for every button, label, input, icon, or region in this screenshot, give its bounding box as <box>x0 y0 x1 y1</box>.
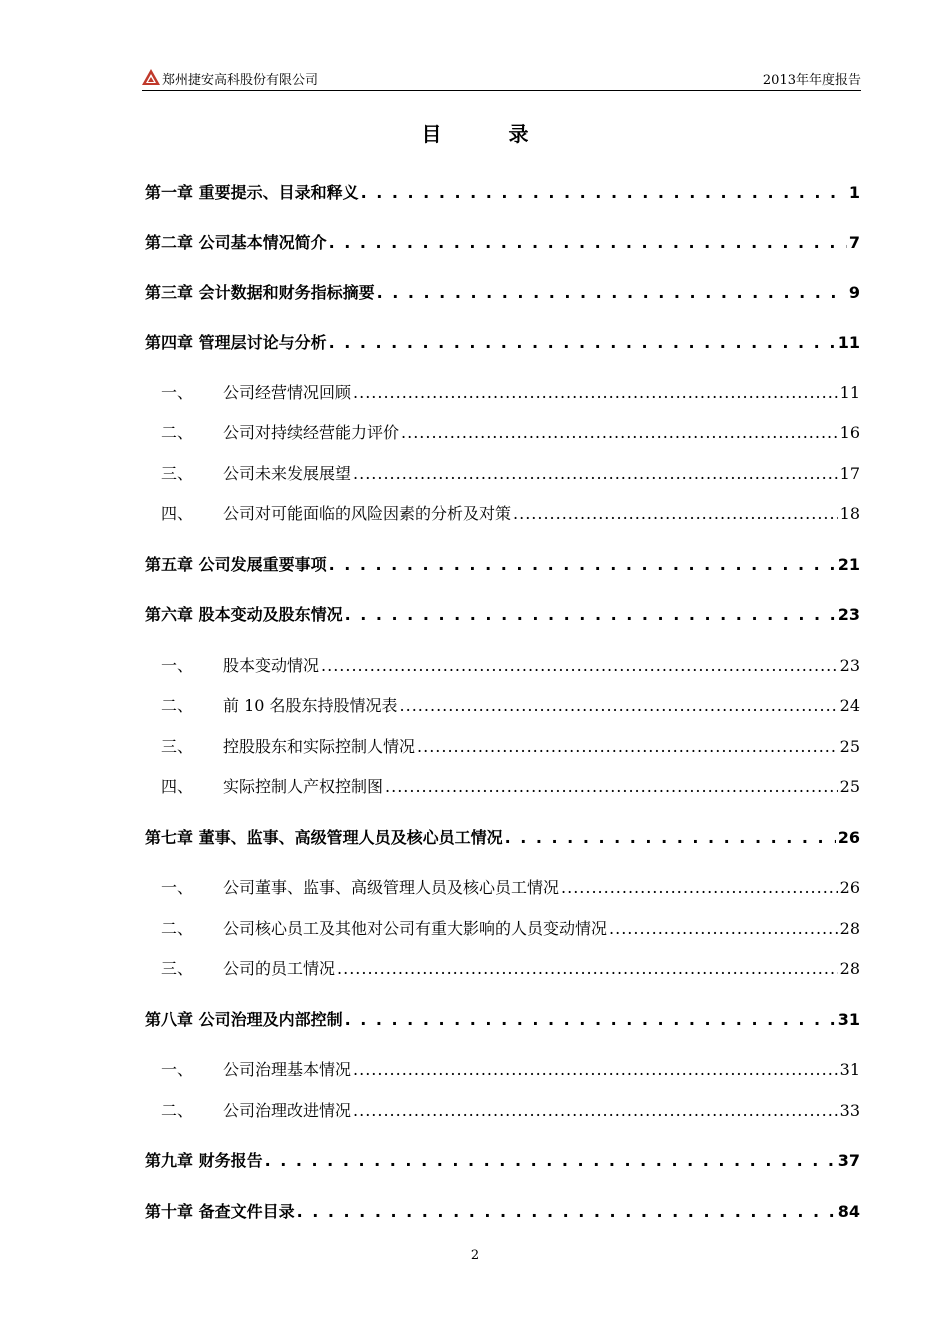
toc-dot-leader <box>265 1151 836 1170</box>
toc-page-number: 17 <box>839 464 860 483</box>
toc-dot-leader <box>385 777 838 796</box>
toc-page-number: 16 <box>839 423 860 442</box>
toc-dot-leader <box>609 919 838 938</box>
toc-entry-label: 实际控制人产权控制图 <box>223 777 384 796</box>
toc-entry-label: 公司未来发展展望 <box>223 464 352 483</box>
toc-section-number: 二、 <box>161 696 194 715</box>
toc-section-number: 三、 <box>161 464 194 483</box>
toc-chapter-entry[interactable] <box>145 180 860 204</box>
toc-chapter-entry[interactable] <box>145 552 860 576</box>
toc-section-entry[interactable] <box>145 653 860 677</box>
toc-dot-leader <box>321 656 838 675</box>
toc-entry-label: 控股股东和实际控制人情况 <box>223 737 416 756</box>
toc-dot-leader <box>337 959 838 978</box>
toc-entry-label: 第六章 股本变动及股东情况 <box>145 605 343 624</box>
toc-entry-label: 第八章 公司治理及内部控制 <box>145 1010 343 1029</box>
toc-page-number: 1 <box>848 183 860 202</box>
page-number: 2 <box>470 1248 480 1263</box>
toc-section-entry[interactable] <box>145 956 860 980</box>
toc-section-entry[interactable] <box>145 461 860 485</box>
toc-entry-label: 第九章 财务报告 <box>145 1151 263 1170</box>
toc-entry-label: 第一章 重要提示、目录和释义 <box>145 183 359 202</box>
toc-section-entry[interactable] <box>145 734 860 758</box>
toc-page-number: 11 <box>839 383 860 402</box>
toc-page-number: 28 <box>839 959 860 978</box>
toc-entry-label: 公司经营情况回顾 <box>223 383 352 402</box>
toc-section-entry[interactable] <box>145 693 860 717</box>
toc-entry-label: 公司董事、监事、高级管理人员及核心员工情况 <box>223 878 560 897</box>
toc-section-entry[interactable] <box>145 380 860 404</box>
toc-page-number: 18 <box>839 504 860 523</box>
toc-page-number: 33 <box>839 1101 860 1120</box>
toc-page-number: 25 <box>839 777 860 796</box>
toc-section-number: 三、 <box>161 959 194 978</box>
toc-chapter-entry[interactable] <box>145 825 860 849</box>
toc-page-number: 23 <box>837 605 860 624</box>
toc-section-number: 三、 <box>161 737 194 756</box>
toc-page-number: 26 <box>839 878 860 897</box>
toc-entry-label: 第七章 董事、监事、高级管理人员及核心员工情况 <box>145 828 503 847</box>
toc-entry-label: 公司的员工情况 <box>223 959 336 978</box>
toc-section-number: 二、 <box>161 1101 194 1120</box>
toc-section-number: 四、 <box>161 777 194 796</box>
toc-entry-label: 第三章 会计数据和财务指标摘要 <box>145 283 375 302</box>
page-title: 目 录 <box>421 122 559 146</box>
toc-dot-leader <box>353 1060 838 1079</box>
toc-section-number: 一、 <box>161 1060 194 1079</box>
toc-dot-leader <box>297 1202 836 1221</box>
toc-section-number: 二、 <box>161 423 194 442</box>
toc-section-number: 一、 <box>161 383 194 402</box>
toc-page-number: 84 <box>837 1202 860 1221</box>
toc-section-number: 四、 <box>161 504 194 523</box>
toc-chapter-entry[interactable] <box>145 602 860 626</box>
toc-chapter-entry[interactable] <box>145 330 860 354</box>
toc-dot-leader <box>345 1010 836 1029</box>
toc-entry-label: 公司对可能面临的风险因素的分析及对策 <box>223 504 512 523</box>
toc-page-number: 28 <box>839 919 860 938</box>
toc-entry-label: 第四章 管理层讨论与分析 <box>145 333 327 352</box>
toc-chapter-entry[interactable] <box>145 230 860 254</box>
toc-dot-leader <box>329 555 836 574</box>
toc-dot-leader <box>353 383 838 402</box>
toc-page-number: 21 <box>837 555 860 574</box>
toc-chapter-entry[interactable] <box>145 280 860 304</box>
toc-entry-label: 前 10 名股东持股情况表 <box>223 696 398 715</box>
toc-page-number: 31 <box>837 1010 860 1029</box>
toc-page-number: 26 <box>837 828 860 847</box>
toc-section-entry[interactable] <box>145 420 860 444</box>
toc-section-number: 二、 <box>161 919 194 938</box>
toc-entry-label: 公司治理改进情况 <box>223 1101 352 1120</box>
company-name: 郑州捷安高科股份有限公司 <box>162 73 319 88</box>
toc-dot-leader <box>345 605 836 624</box>
report-name: 2013年年度报告 <box>762 73 861 88</box>
toc-chapter-entry[interactable] <box>145 1007 860 1031</box>
toc-dot-leader <box>361 183 847 202</box>
toc-dot-leader <box>513 504 838 523</box>
toc-dot-leader <box>353 1101 838 1120</box>
toc-dot-leader <box>377 283 847 302</box>
toc-chapter-entry[interactable] <box>145 1199 860 1223</box>
toc-section-number: 一、 <box>161 656 194 675</box>
toc-entry-label: 公司对持续经营能力评价 <box>223 423 400 442</box>
toc-section-entry[interactable] <box>145 916 860 940</box>
toc-dot-leader <box>417 737 838 756</box>
toc-page-number: 11 <box>837 333 860 352</box>
toc-entry-label: 公司核心员工及其他对公司有重大影响的人员变动情况 <box>223 919 608 938</box>
toc-page-number: 24 <box>839 696 860 715</box>
toc-page-number: 7 <box>848 233 860 252</box>
toc-entry-label: 第五章 公司发展重要事项 <box>145 555 327 574</box>
toc-section-number: 一、 <box>161 878 194 897</box>
toc-dot-leader <box>505 828 836 847</box>
toc-section-entry[interactable] <box>145 875 860 899</box>
toc-page-number: 9 <box>848 283 860 302</box>
toc-section-entry[interactable] <box>145 774 860 798</box>
toc-entry-label: 第二章 公司基本情况简介 <box>145 233 327 252</box>
toc-page-number: 23 <box>839 656 860 675</box>
toc-page-number: 25 <box>839 737 860 756</box>
toc-dot-leader <box>561 878 838 897</box>
toc-page-number: 37 <box>837 1151 860 1170</box>
toc-dot-leader <box>401 423 838 442</box>
toc-section-entry[interactable] <box>145 501 860 525</box>
toc-entry-label: 股本变动情况 <box>223 656 320 675</box>
page-header <box>142 66 861 91</box>
toc-section-entry[interactable] <box>145 1057 860 1081</box>
toc-entry-label: 第十章 备查文件目录 <box>145 1202 295 1221</box>
toc-dot-leader <box>329 233 847 252</box>
toc-dot-leader <box>400 696 838 715</box>
toc-dot-leader <box>353 464 838 483</box>
toc-page-number: 31 <box>839 1060 860 1079</box>
toc-section-entry[interactable] <box>145 1098 860 1122</box>
toc-dot-leader <box>329 333 836 352</box>
toc-chapter-entry[interactable] <box>145 1148 860 1172</box>
company-logo-icon <box>142 69 160 85</box>
toc-entry-label: 公司治理基本情况 <box>223 1060 352 1079</box>
